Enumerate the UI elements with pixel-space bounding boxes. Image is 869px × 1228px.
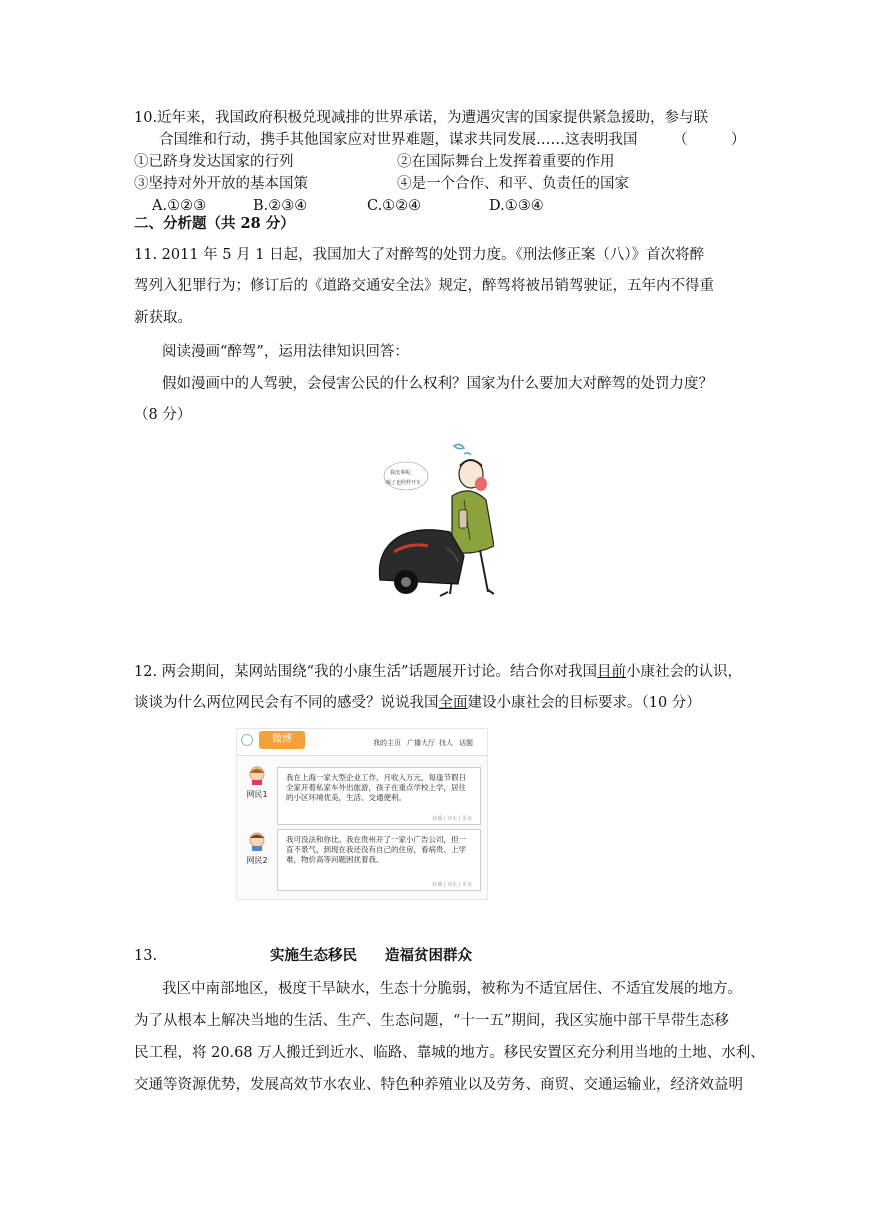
q10-choice-b: B.②③④ <box>253 198 308 214</box>
q12-line-2-underlined: 全面 <box>438 695 468 711</box>
weibo-post-1-meta: 转播 | 评论 | 更多 <box>432 816 472 822</box>
section-heading: 二、分析题（共 28 分） <box>134 215 295 232</box>
weibo-post-1-text: 我在上海一家大型企业工作，月收入万元，每逢节假日全家开着私家车外出旅游，孩子在重点学校上学，居住的小区环境优美，生活、交通便利。 <box>286 773 466 802</box>
q11-line-1: 11. 2011 年 5 月 1 日起，我国加大了对醉驾的处罚力度。《刑法修正案（八）》首次将醉 <box>134 247 705 263</box>
q10-option-3: ③坚持对外开放的基本国策 <box>134 176 308 192</box>
q11-line-3: 新获取。 <box>134 310 192 326</box>
q13-line-2: 为了从根本上解决当地的生活、生产、生态问题，“十一五”期间，我区实施中部干旱带生态移 <box>134 1013 729 1029</box>
avatar-boy-icon <box>247 831 267 851</box>
q12-line-1-a: 12. 两会期间，某网站围绕“我的小康生活”话题展开讨论。结合你对我国 <box>134 664 597 680</box>
drunk-driving-cartoon <box>376 440 494 600</box>
cartoon-bubble-1: 我没事呢， <box>390 470 416 476</box>
weibo-search-icon <box>241 734 253 746</box>
q10-choice-a: A.①②③ <box>152 198 207 214</box>
weibo-post-2-meta: 转播 | 评论 | 更多 <box>432 882 472 888</box>
cartoon-bubble-2: 喝了也照样开车 <box>386 480 422 486</box>
weibo-post-2 <box>277 829 481 891</box>
weibo-user-1: 网民1 <box>246 790 268 799</box>
q10-line-2: 合国维和行动，携手其他国家应对世界难题，谋求共同发展……这表明我国 <box>159 132 638 148</box>
q10-option-2: ②在国际舞台上发挥着重要的作用 <box>397 154 615 170</box>
weibo-post-1 <box>277 767 481 825</box>
q11-line-4: 阅读漫画“醉驾”，运用法律知识回答： <box>162 344 409 360</box>
q12-line-1-b: 小康社会的认识， <box>626 664 742 680</box>
q10-option-4: ④是一个合作、和平、负责任的国家 <box>397 176 629 192</box>
weibo-user-2: 网民2 <box>246 856 268 865</box>
q10-choice-c: C.①②④ <box>367 198 422 214</box>
q12-line-2 <box>134 693 701 713</box>
q13-number: 13. <box>134 948 158 964</box>
q13-title-1: 实施生态移民 <box>270 947 357 964</box>
q13-line-1: 我区中南部地区，极度干旱缺水，生态十分脆弱，被称为不适宜居住、不适宜发展的地方。 <box>162 981 742 997</box>
q10-option-1: ①已跻身发达国家的行列 <box>134 154 294 170</box>
weibo-post-2-text: 我可没法和你比。我在贵州开了一家小广告公司，但一直不景气，到现在我还没有自己的住房，看病贵、上学难，物价高等问题困扰着我。 <box>286 835 466 864</box>
q10-answer-blank: （ ） <box>673 132 746 148</box>
weibo-screenshot <box>236 728 488 900</box>
q12-line-1 <box>134 662 742 682</box>
q12-line-2-a: 谈谈为什么两位网民会有不同的感受？说说我国 <box>134 695 439 711</box>
q10-line-1: 10.近年来，我国政府积极兑现减排的世界承诺，为遭遇灾害的国家提供紧急援助，参与联 <box>134 110 709 126</box>
weibo-nav-people: 找人 <box>439 739 453 747</box>
weibo-logo: 微博 <box>259 731 305 749</box>
weibo-nav-home: 我的主页 <box>373 739 401 747</box>
q13-title-2: 造福贫困群众 <box>385 947 472 964</box>
q11-line-2: 驾列入犯罪行为；修订后的《道路交通安全法》规定，醉驾将被吊销驾驶证，五年内不得重 <box>134 278 714 294</box>
q10-choice-d: D.①③④ <box>489 198 544 214</box>
q11-line-6: （8 分） <box>134 407 192 423</box>
q11-line-5: 假如漫画中的人驾驶，会侵害公民的什么权利？国家为什么要加大对醉驾的处罚力度？ <box>162 376 713 392</box>
weibo-nav-topics: 话题 <box>459 739 473 747</box>
q12-line-1-underlined: 目前 <box>597 664 626 680</box>
q13-line-3: 民工程，将 20.68 万人搬迁到近水、临路、靠城的地方。移民安置区充分利用当地的土地、水利、 <box>134 1045 765 1061</box>
weibo-nav-hall: 广播大厅 <box>407 739 435 747</box>
avatar-girl-icon <box>247 765 267 785</box>
q13-line-4: 交通等资源优势，发展高效节水农业、特色种养殖业以及劳务、商贸、交通运输业，经济效益明 <box>134 1077 743 1093</box>
q12-line-2-b: 建设小康社会的目标要求。（10 分） <box>467 695 701 711</box>
weibo-header <box>237 729 487 756</box>
